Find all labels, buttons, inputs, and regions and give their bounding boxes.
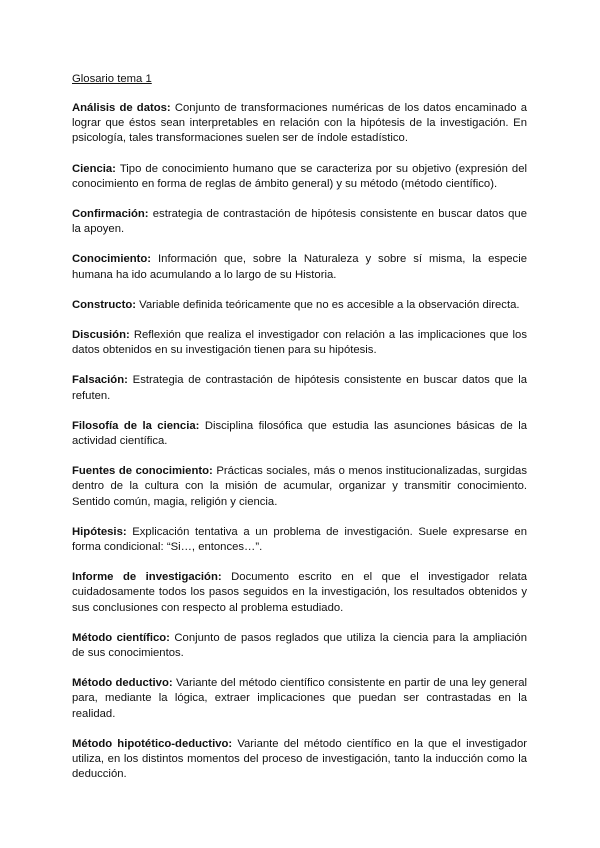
glossary-entry bbox=[72, 737, 527, 783]
glossary-definition: Variante del método científico en la que el investigador utiliza, en los distintos momentos del proceso de investigación, tanto la inducción como la deducción. bbox=[72, 737, 527, 781]
glossary-definition: Variable definida teóricamente que no es accesible a la observación directa. bbox=[139, 298, 520, 311]
glossary-entry bbox=[72, 298, 527, 313]
glossary-entry bbox=[72, 676, 527, 722]
glossary-entry bbox=[72, 207, 527, 237]
glossary-term: Constructo: bbox=[72, 298, 137, 311]
glossary-definition: Documento escrito en el que el investigador relata cuidadosamente todos los pasos seguidos en la investigación, los resultados obtenidos y sus conclusiones con respecto al problema estudiado. bbox=[72, 571, 528, 614]
glossary-definition: estrategia de contrastación de hipótesis consistente en buscar datos que la apoyen. bbox=[72, 208, 528, 236]
glossary-definition: Estrategia de contrastación de hipótesis consistente en buscar datos que la refuten. bbox=[72, 374, 528, 402]
glossary-entry bbox=[72, 328, 527, 358]
glossary-entry bbox=[72, 631, 527, 661]
glossary-definition: Información que, sobre la Naturaleza y sobre sí misma, la especie humana ha ido acumulando a lo largo de su Historia. bbox=[72, 253, 528, 281]
glossary-definition: Conjunto de pasos reglados que utiliza la ciencia para la ampliación de sus conocimientos. bbox=[72, 631, 527, 660]
glossary-term: Discusión: bbox=[72, 329, 130, 342]
glossary-entry bbox=[72, 464, 527, 510]
glossary-entry bbox=[72, 419, 527, 449]
glossary-term: Ciencia: bbox=[72, 162, 116, 175]
glossary-entry bbox=[72, 101, 527, 147]
glossary-definition: Tipo de conocimiento humano que se caracteriza por su objetivo (expresión del conocimiento en forma de reglas de ámbito general) y su método (método científico). bbox=[72, 162, 527, 190]
glossary-definition: Conjunto de transformaciones numéricas de los datos encaminado a lograr que éstos sean interpretables en relación con la hipótesis de la investigación. En psicología, tales transformaciones suelen ser de índole estadístico. bbox=[72, 102, 528, 145]
glossary-definition: Disciplina filosófica que estudia las asunciones básicas de la actividad científica. bbox=[72, 419, 527, 448]
glossary-term: Informe de investigación: bbox=[72, 571, 222, 584]
glossary-term: Conocimiento: bbox=[72, 253, 152, 266]
glossary-term: Confirmación: bbox=[72, 208, 149, 221]
document-page bbox=[72, 72, 527, 798]
glossary-term: Fuentes de conocimiento: bbox=[72, 465, 213, 478]
glossary-term: Análisis de datos: bbox=[72, 102, 171, 114]
glossary-term: Método científico: bbox=[72, 631, 170, 644]
glossary-term: Filosofía de la ciencia: bbox=[72, 419, 200, 432]
glossary-term: Hipótesis: bbox=[72, 525, 127, 538]
glossary-entry bbox=[72, 373, 527, 403]
glossary-term: Falsación: bbox=[72, 374, 128, 387]
glossary-definition: Variante del método científico consistente en partir de una ley general para, mediante la lógica, extraer implicaciones que puedan ser contrastadas en la realidad. bbox=[72, 677, 528, 720]
glossary-entry bbox=[72, 252, 527, 282]
glossary-definition: Reflexión que realiza el investigador con relación a las implicaciones que los datos obtenidos en su investigación tienen para su hipótesis. bbox=[72, 329, 527, 357]
glossary-definition: Explicación tentativa a un problema de investigación. Suele expresarse en forma condicional: “Si…, entonces…”. bbox=[72, 525, 527, 554]
document-title: Glosario tema 1 bbox=[72, 73, 152, 85]
glossary-term: Método hipotético-deductivo: bbox=[72, 737, 233, 750]
glossary-term: Método deductivo: bbox=[72, 677, 173, 690]
glossary-definition: Prácticas sociales, más o menos institucionalizadas, surgidas dentro de la cultura con la misión de acumular, organizar y transmitir conocimiento. Sentido común, magia, religión y ciencia. bbox=[72, 465, 527, 508]
glossary-entry bbox=[72, 162, 527, 192]
glossary-entry bbox=[72, 570, 527, 616]
glossary-entry bbox=[72, 525, 527, 555]
